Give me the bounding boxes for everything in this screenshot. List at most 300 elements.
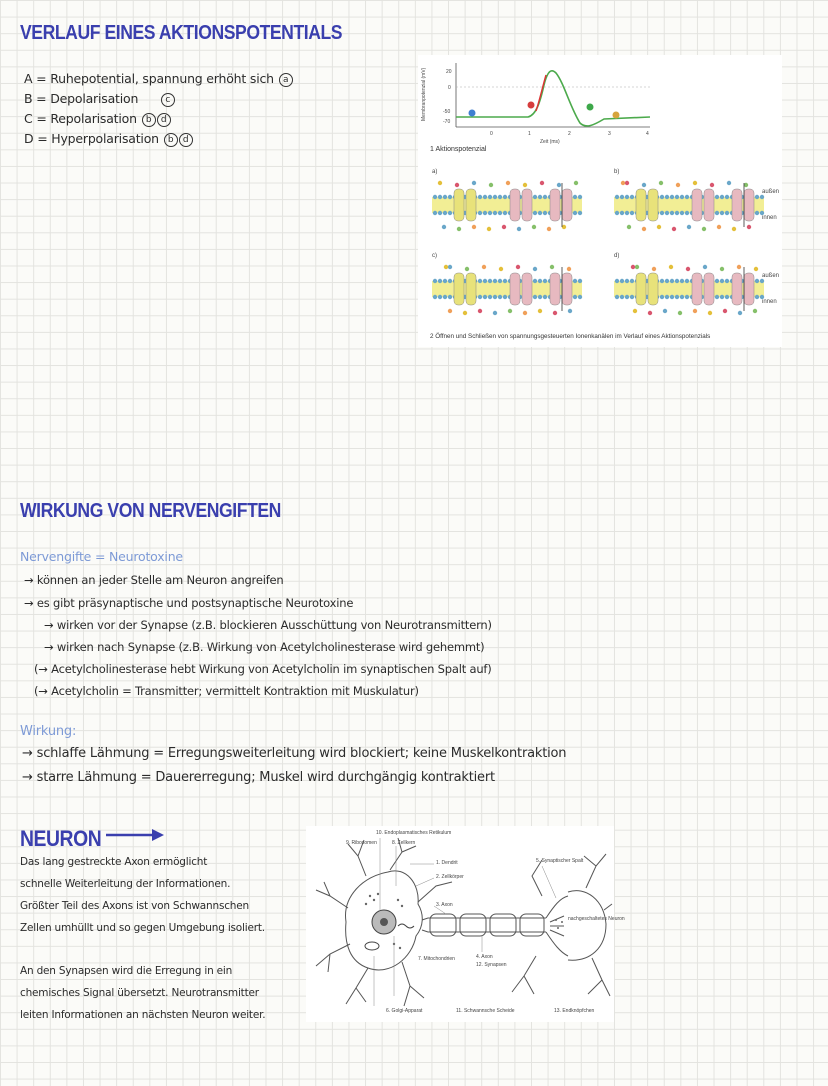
lipid-head <box>483 211 487 215</box>
lipid-head <box>630 295 634 299</box>
ytick: -50 <box>443 109 451 115</box>
lipid-head <box>483 195 487 199</box>
ion-channel-left <box>550 273 560 305</box>
panel-label: d) <box>614 253 620 259</box>
ion-dot <box>727 181 731 185</box>
ion-dot <box>747 225 751 229</box>
circle-mark: b <box>164 133 178 147</box>
wirkung-label: Wirkung: <box>20 724 77 739</box>
lipid-head <box>725 195 729 199</box>
ion-dot <box>744 183 748 187</box>
ion-dot <box>642 227 646 231</box>
lipid-head <box>665 195 669 199</box>
lipid-head <box>488 279 492 283</box>
lipid-head <box>755 211 759 215</box>
ion-dot <box>625 181 629 185</box>
lipid-head <box>625 279 629 283</box>
ion-dot <box>532 225 536 229</box>
ion-dot <box>508 309 512 313</box>
ion-dot <box>635 265 639 269</box>
ion-channel-right <box>466 189 476 221</box>
xtick: 2 <box>568 131 571 137</box>
lipid-head <box>630 211 634 215</box>
ion-channel-left <box>454 273 464 305</box>
ion-dot <box>557 183 561 187</box>
ion-channel-left <box>550 189 560 221</box>
ion-dot <box>652 267 656 271</box>
ytick: -70 <box>443 119 451 125</box>
ion-dot <box>562 225 566 229</box>
membrane-panels-drawing <box>418 165 782 327</box>
lipid-head <box>760 295 764 299</box>
lipid-head <box>448 211 452 215</box>
lipid-head <box>538 195 542 199</box>
ion-dot <box>568 309 572 313</box>
figure-caption-2: 2 Öffnen und Schließen von spannungsgesteuerten Ionenkanälen im Verlauf eines Aktionspotenzials <box>430 333 711 340</box>
neuron-paragraph-1 <box>20 856 265 944</box>
lipid-head <box>433 195 437 199</box>
lipid-head <box>625 195 629 199</box>
lipid-head <box>680 295 684 299</box>
side-label-outside: außen <box>762 273 780 279</box>
ion-dot <box>693 309 697 313</box>
lipid-head <box>543 211 547 215</box>
lipid-head <box>725 211 729 215</box>
lipid-head <box>755 279 759 283</box>
lipid-head <box>620 211 624 215</box>
ion-dot <box>676 183 680 187</box>
phase-item-d <box>24 131 293 151</box>
phase-dot-a <box>469 110 476 117</box>
ion-dot <box>663 309 667 313</box>
phase-text: = Repolarisation <box>36 111 137 126</box>
ion-dot <box>487 227 491 231</box>
toxin-line: (→ Acetylcholin = Transmitter; vermittelt Kontraktion mit Muskulatur) <box>34 684 419 698</box>
lipid-head <box>478 195 482 199</box>
lipid-head <box>615 279 619 283</box>
lipid-head <box>443 211 447 215</box>
lipid-head <box>665 295 669 299</box>
lipid-head <box>725 279 729 283</box>
phase-key: A <box>24 71 33 86</box>
ion-dot <box>669 265 673 269</box>
ion-dot <box>523 311 527 315</box>
ion-dot <box>648 311 652 315</box>
lipid-head <box>478 295 482 299</box>
lipid-head <box>755 295 759 299</box>
lipid-head <box>478 279 482 283</box>
neuron-text-line: schnelle Weiterleitung der Informationen. <box>20 878 231 890</box>
lipid-head <box>660 211 664 215</box>
ion-channel-left <box>636 273 646 305</box>
lipid-head <box>503 211 507 215</box>
phase-item-a <box>24 71 293 91</box>
ytick: 0 <box>448 85 451 91</box>
ion-dot <box>553 311 557 315</box>
neuron-label: nachgeschaltetes Neuron <box>568 916 625 922</box>
lipid-head <box>625 295 629 299</box>
lipid-head <box>755 195 759 199</box>
lipid-head <box>493 195 497 199</box>
lipid-head <box>625 211 629 215</box>
lipid-head <box>720 195 724 199</box>
ion-dot <box>455 183 459 187</box>
xtick: 3 <box>608 131 611 137</box>
section-title-nervengifte: WIRKUNG VON NERVENGIFTEN <box>20 500 281 522</box>
ion-channel-right <box>522 189 532 221</box>
ion-channel-right <box>704 189 714 221</box>
phase-list <box>24 71 293 151</box>
graph-xlabel: Zeit (ms) <box>540 139 560 145</box>
subtitle-neurotoxine: Nervengifte = Neurotoxine <box>20 549 183 564</box>
ion-dot <box>472 225 476 229</box>
ion-dot <box>754 267 758 271</box>
lipid-head <box>680 195 684 199</box>
neuron-label: 3. Axon <box>436 902 453 908</box>
ion-dot <box>672 227 676 231</box>
ion-dot <box>457 227 461 231</box>
lipid-head <box>760 279 764 283</box>
lipid-head <box>715 279 719 283</box>
ion-dot <box>720 267 724 271</box>
toxin-line: → können an jeder Stelle am Neuron angreifen <box>24 573 284 587</box>
lipid-head <box>578 195 582 199</box>
lipid-head <box>438 279 442 283</box>
ion-channel-left <box>636 189 646 221</box>
phase-key: B <box>24 91 33 106</box>
ion-dot <box>506 181 510 185</box>
ion-dot <box>550 265 554 269</box>
lipid-head <box>720 279 724 283</box>
ion-dot <box>465 267 469 271</box>
neuron-diagram <box>306 826 625 1022</box>
lipid-head <box>488 211 492 215</box>
figure-caption-1: 1 Aktionspotenzial <box>430 146 487 153</box>
ion-dot <box>687 225 691 229</box>
lipid-head <box>615 211 619 215</box>
phase-item-c <box>24 111 293 131</box>
ion-channel-right <box>562 189 572 221</box>
lipid-head <box>665 279 669 283</box>
neuron-label: 13. Endknöpfchen <box>554 1008 595 1014</box>
ion-dot <box>516 265 520 269</box>
lipid-head <box>498 195 502 199</box>
lipid-head <box>433 295 437 299</box>
lipid-head <box>715 211 719 215</box>
lipid-head <box>685 211 689 215</box>
lipid-head <box>670 195 674 199</box>
ion-channel-left <box>692 273 702 305</box>
lipid-head <box>533 195 537 199</box>
lipid-head <box>660 279 664 283</box>
lipid-head <box>675 195 679 199</box>
circle-mark: c <box>161 93 175 107</box>
ion-dot <box>502 225 506 229</box>
neuron-text-line: leiten Informationen an nächsten Neuron weiter. <box>20 1009 266 1021</box>
lipid-head <box>503 279 507 283</box>
ion-dot <box>448 265 452 269</box>
ion-channel-left <box>692 189 702 221</box>
neuron-label: 5. Synaptischer Spalt <box>536 858 584 864</box>
ion-dot <box>482 265 486 269</box>
neuron-label: 4. Axon <box>476 954 493 960</box>
xtick: 1 <box>528 131 531 137</box>
neuron-label: 6. Golgi-Apparat <box>386 1008 423 1014</box>
lipid-head <box>680 279 684 283</box>
lipid-head <box>715 295 719 299</box>
ion-dot <box>621 181 625 185</box>
lipid-head <box>715 195 719 199</box>
neuron-label: 7. Mitochondrien <box>418 956 455 962</box>
action-potential-graph <box>418 55 782 155</box>
ion-dot <box>693 181 697 185</box>
ion-dot <box>686 267 690 271</box>
neuron-text-line: Größter Teil des Axons ist von Schwannschen <box>20 900 249 912</box>
ion-channel-right <box>466 273 476 305</box>
neuron-text-line: Das lang gestreckte Axon ermöglicht <box>20 856 208 868</box>
panel-label: c) <box>432 253 437 259</box>
ion-channel-left <box>732 189 742 221</box>
xtick: 0 <box>490 131 493 137</box>
lipid-head <box>478 211 482 215</box>
lipid-head <box>538 211 542 215</box>
lipid-head <box>685 279 689 283</box>
lipid-head <box>720 295 724 299</box>
neuron-text-line: chemisches Signal übersetzt. Neurotransmitter <box>20 987 259 999</box>
lipid-head <box>443 295 447 299</box>
lipid-head <box>538 295 542 299</box>
ion-dot <box>523 183 527 187</box>
textbook-figure-aktionspotential <box>418 55 782 347</box>
lipid-head <box>488 295 492 299</box>
ion-channel-left <box>454 189 464 221</box>
lipid-head <box>675 211 679 215</box>
lipid-head <box>620 279 624 283</box>
neuron-label: 11. Schwannsche Scheide <box>456 1008 515 1014</box>
ion-dot <box>678 311 682 315</box>
ion-dot <box>708 311 712 315</box>
lipid-head <box>685 195 689 199</box>
lipid-head <box>630 195 634 199</box>
lipid-head <box>498 279 502 283</box>
lipid-head <box>498 211 502 215</box>
panel-label: b) <box>614 169 620 175</box>
graph-ylabel: Membranpotenzial (mV) <box>421 67 427 121</box>
side-label-outside: außen <box>762 189 780 195</box>
side-label-inside: innen <box>762 299 777 305</box>
ion-dot <box>538 309 542 313</box>
ion-dot <box>710 183 714 187</box>
lipid-head <box>615 195 619 199</box>
ion-dot <box>633 309 637 313</box>
ion-dot <box>533 267 537 271</box>
lipid-head <box>433 279 437 283</box>
ion-dot <box>448 309 452 313</box>
ion-dot <box>659 181 663 185</box>
ion-dot <box>642 183 646 187</box>
lipid-head <box>685 295 689 299</box>
lipid-head <box>573 211 577 215</box>
ion-dot <box>717 225 721 229</box>
lipid-head <box>443 195 447 199</box>
neuron-label: 2. Zellkörper <box>436 874 464 880</box>
phase-key: D <box>24 131 34 146</box>
neuron-text-line: Zellen umhüllt und so gegen Umgebung isoliert. <box>20 922 265 934</box>
ion-channel-right <box>648 189 658 221</box>
lipid-head <box>573 195 577 199</box>
lipid-head <box>760 195 764 199</box>
ion-dot <box>737 265 741 269</box>
ion-channel-left <box>510 189 520 221</box>
lipid-head <box>493 295 497 299</box>
lipid-head <box>543 195 547 199</box>
ion-dot <box>442 225 446 229</box>
lipid-head <box>533 279 537 283</box>
phase-text: = Hyperpolarisation <box>37 131 159 146</box>
ion-dot <box>493 311 497 315</box>
ion-dot <box>657 225 661 229</box>
ion-dot <box>738 311 742 315</box>
lipid-head <box>533 295 537 299</box>
ion-channel-right <box>744 189 754 221</box>
ion-dot <box>547 227 551 231</box>
phase-dot-c <box>587 104 594 111</box>
lipid-head <box>665 211 669 215</box>
lipid-head <box>620 195 624 199</box>
lipid-head <box>483 295 487 299</box>
lipid-head <box>573 279 577 283</box>
lipid-head <box>448 279 452 283</box>
ion-dot <box>702 227 706 231</box>
toxin-line: → wirken vor der Synapse (z.B. blockieren Ausschüttung von Neurotransmittern) <box>44 618 492 632</box>
lipid-head <box>615 295 619 299</box>
wirkung-line: → starre Lähmung = Dauererregung; Muskel wird durchgängig kontraktiert <box>22 770 495 785</box>
ion-channel-panels <box>418 165 782 327</box>
lipid-head <box>578 279 582 283</box>
ion-dot <box>499 267 503 271</box>
ion-dot <box>540 181 544 185</box>
ion-dot <box>567 267 571 271</box>
ion-dot <box>472 181 476 185</box>
phase-item-b <box>24 91 293 111</box>
lipid-head <box>660 195 664 199</box>
lipid-head <box>448 295 452 299</box>
lipid-head <box>503 195 507 199</box>
lipid-head <box>660 295 664 299</box>
lipid-head <box>680 211 684 215</box>
lipid-head <box>543 279 547 283</box>
lipid-head <box>433 211 437 215</box>
lipid-head <box>443 279 447 283</box>
ion-dot <box>753 309 757 313</box>
ion-dot <box>631 265 635 269</box>
phase-key: C <box>24 111 33 126</box>
ion-dot <box>438 181 442 185</box>
phase-text: = Depolarisation <box>36 91 139 106</box>
panel-label: a) <box>432 169 438 175</box>
lipid-head <box>493 279 497 283</box>
section-title-aktionspotential: VERLAUF EINES AKTIONSPOTENTIALS <box>20 22 343 44</box>
section-title-neuron: NEURON <box>20 826 102 851</box>
ion-dot <box>478 309 482 313</box>
lipid-head <box>578 295 582 299</box>
neuron-label: 1. Dendrit <box>436 860 458 866</box>
circle-mark: b <box>142 113 156 127</box>
lipid-head <box>498 295 502 299</box>
ion-channel-right <box>704 273 714 305</box>
circle-mark: d <box>157 113 171 127</box>
lipid-head <box>538 279 542 283</box>
lipid-head <box>488 195 492 199</box>
lipid-head <box>670 295 674 299</box>
lipid-head <box>573 295 577 299</box>
neuron-label: 8. Zellkern <box>392 840 416 846</box>
ion-dot <box>723 309 727 313</box>
phase-dot-b <box>528 102 535 109</box>
xtick: 4 <box>646 131 649 137</box>
lipid-head <box>533 211 537 215</box>
ion-dot <box>732 227 736 231</box>
ytick: 20 <box>446 69 452 75</box>
lipid-head <box>670 211 674 215</box>
phase-dot-d <box>613 112 620 119</box>
lipid-head <box>720 211 724 215</box>
lipid-head <box>438 195 442 199</box>
ion-channel-right <box>522 273 532 305</box>
wirkung-line: → schlaffe Lähmung = Erregungsweiterleitung wird blockiert; keine Muskelkontraktion <box>22 746 567 761</box>
ion-dot <box>703 265 707 269</box>
lipid-head <box>630 279 634 283</box>
neuron-paragraph-2 <box>20 965 265 1031</box>
ion-dot <box>489 183 493 187</box>
neuron-text-line: An den Synapsen wird die Erregung in ein <box>20 965 233 977</box>
lipid-head <box>760 211 764 215</box>
lipid-head <box>675 279 679 283</box>
lipid-head <box>675 295 679 299</box>
ion-dot <box>463 311 467 315</box>
circle-mark: a <box>279 73 293 87</box>
circle-mark: d <box>179 133 193 147</box>
ion-channel-right <box>648 273 658 305</box>
toxin-line: → es gibt präsynaptische und postsynaptische Neurotoxine <box>24 596 354 610</box>
lipid-head <box>448 195 452 199</box>
lipid-head <box>543 295 547 299</box>
ion-dot <box>444 265 448 269</box>
neuron-label: 12. Synapsen <box>476 962 507 968</box>
lipid-head <box>670 279 674 283</box>
lipid-head <box>493 211 497 215</box>
ion-dot <box>574 181 578 185</box>
lipid-head <box>438 295 442 299</box>
side-label-inside: innen <box>762 215 777 221</box>
neuron-label: 10. Endoplasmatisches Retikulum <box>376 830 452 836</box>
lipid-head <box>438 211 442 215</box>
ion-channel-left <box>510 273 520 305</box>
ion-dot <box>517 227 521 231</box>
lipid-head <box>483 279 487 283</box>
ion-channel-left <box>732 273 742 305</box>
ion-channel-right <box>744 273 754 305</box>
toxin-line: (→ Acetylcholinesterase hebt Wirkung von Acetylcholin im synaptischen Spalt auf) <box>34 662 492 676</box>
toxin-line: → wirken nach Synapse (z.B. Wirkung von Acetylcholinesterase wird gehemmt) <box>44 640 485 654</box>
lipid-head <box>578 211 582 215</box>
neuron-drawing <box>306 826 614 1022</box>
arrow-right-icon <box>104 826 168 844</box>
lipid-head <box>503 295 507 299</box>
ion-channel-right <box>562 273 572 305</box>
lipid-head <box>620 295 624 299</box>
neuron-label: 9. Ribosomen <box>346 840 377 846</box>
